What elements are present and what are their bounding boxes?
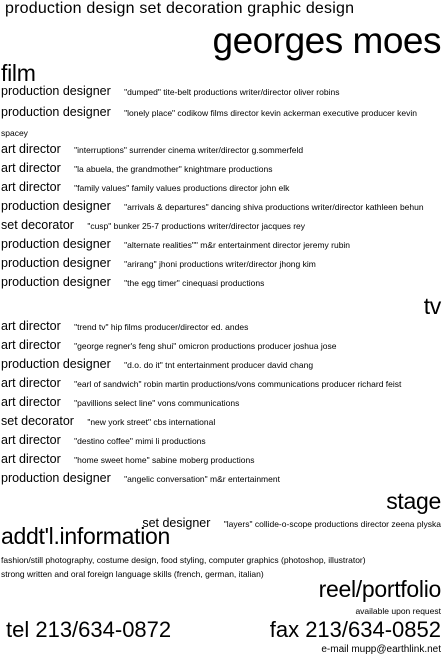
credit-entry	[1, 471, 280, 486]
credit-entry	[1, 180, 289, 195]
section-heading-reel-portfolio: reel/portfolio	[318, 576, 441, 602]
credit-detail: "interruptions" surrender cinema writer/director g.sommerfeld	[74, 145, 304, 155]
credit-detail: "cusp" bunker 25-7 productions writer/director jacques rey	[87, 221, 306, 231]
credit-detail: "layers" collide-o-scope productions director zeena plyska	[223, 519, 441, 529]
credit-detail: "la abuela, the grandmother" knightmare productions	[74, 164, 273, 174]
credit-detail: "trend tv" hip films producer/director ed. andes	[74, 322, 249, 332]
credit-role: set designer	[142, 516, 211, 530]
credit-entry	[1, 237, 350, 252]
credit-detail: "arirang" jhoni productions writer/director jhong kim	[124, 259, 316, 269]
credit-role: production designer	[1, 199, 111, 213]
credit-role: set decorator	[1, 414, 74, 428]
credit-detail: "lonely place" codikow films director kevin ackerman executive producer kevin spacey	[1, 108, 417, 138]
credit-detail: "new york street" cbs international	[87, 417, 216, 427]
credit-role: production designer	[1, 105, 111, 119]
credit-entry	[1, 275, 264, 290]
credit-role: production designer	[1, 237, 111, 251]
credit-entry	[1, 357, 313, 372]
credit-detail: "the egg timer" cinequasi productions	[124, 278, 265, 288]
credit-entry	[1, 414, 215, 429]
credit-role: production designer	[1, 256, 111, 270]
credit-entry	[1, 433, 206, 448]
section-heading-stage: stage	[386, 488, 441, 514]
telephone-number: tel 213/634-0872	[6, 617, 172, 642]
credit-detail: "destino coffee" mimi li productions	[74, 436, 206, 446]
credit-entry	[1, 338, 336, 353]
credit-role: art director	[1, 319, 61, 333]
credit-entry	[1, 256, 316, 271]
credit-entry	[1, 376, 401, 391]
person-name: georges moes	[212, 20, 441, 61]
tagline: production design set decoration graphic design	[5, 0, 355, 17]
credit-entry	[1, 319, 248, 334]
email-address: e-mail mupp@earthlink.net	[321, 644, 441, 655]
section-heading-addtl-information: addt'l.information	[1, 523, 171, 549]
credit-role: art director	[1, 395, 61, 409]
credit-detail: "angelic conversation" m&r entertainment	[124, 474, 280, 484]
credit-entry	[1, 103, 439, 142]
credit-detail: "alternate realities"" m&r entertainment director jeremy rubin	[124, 240, 351, 250]
credit-role: set decorator	[1, 218, 74, 232]
credit-role: art director	[1, 376, 61, 390]
credit-role: production designer	[1, 471, 111, 485]
credit-entry	[1, 161, 272, 176]
credit-detail: "arrivals & departures" dancing shiva productions writer/director kathleen behun	[124, 202, 424, 212]
credit-role: art director	[1, 161, 61, 175]
credit-entry	[1, 395, 239, 410]
credit-detail: "dumped" tite-belt productions writer/director oliver robins	[124, 87, 340, 97]
reel-availability: available upon request	[355, 606, 441, 616]
credit-role: art director	[1, 180, 61, 194]
credit-entry	[1, 142, 303, 157]
credit-role: production designer	[1, 84, 111, 98]
credit-role: production designer	[1, 357, 111, 371]
credit-entry	[1, 84, 339, 99]
section-heading-film: film	[1, 60, 36, 86]
credit-detail: "george regner's feng shui" omicron productions producer joshua jose	[74, 341, 337, 351]
credit-entry	[1, 218, 305, 233]
credit-detail: "home sweet home" sabine moberg productions	[74, 455, 255, 465]
credit-entry	[1, 199, 424, 214]
additional-info-line-2: strong written and oral foreign language skills (french, german, italian)	[1, 569, 264, 579]
credit-role: production designer	[1, 275, 111, 289]
credit-role: art director	[1, 452, 61, 466]
credit-detail: "family values" family values productions director john elk	[74, 183, 290, 193]
additional-info-line-1: fashion/still photography, costume design, food styling, computer graphics (photoshop, illustrator)	[1, 555, 366, 565]
credit-role: art director	[1, 338, 61, 352]
credit-detail: "d.o. do it" tnt entertainment producer david chang	[124, 360, 314, 370]
credit-detail: "earl of sandwich" robin martin productions/vons communications producer richard feist	[74, 379, 402, 389]
stage-credit	[142, 514, 441, 532]
fax-number: fax 213/634-0852	[269, 617, 441, 642]
credit-detail: "pavillions select line" vons communications	[74, 398, 240, 408]
section-heading-tv: tv	[423, 293, 441, 319]
credit-entry	[1, 452, 254, 467]
credit-role: art director	[1, 142, 61, 156]
credit-role: art director	[1, 433, 61, 447]
